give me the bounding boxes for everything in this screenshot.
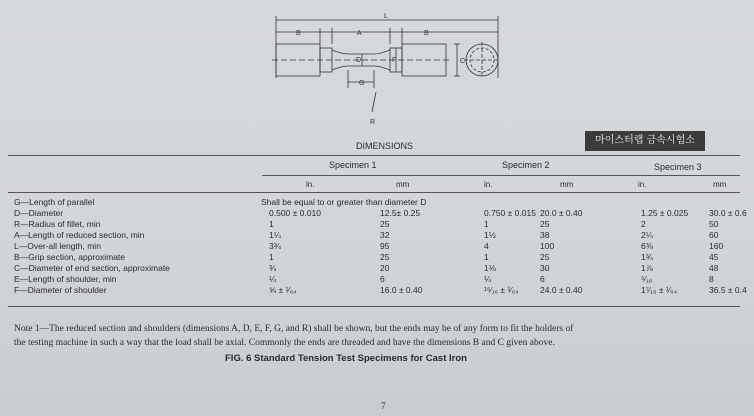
page-number: 7	[381, 401, 386, 411]
label-F: F	[392, 57, 397, 64]
note-text	[14, 322, 754, 350]
table-cell: ¹⁵⁄₁₆ ± ¹⁄₆₄	[484, 285, 519, 295]
specimen-2-header: Specimen 2	[502, 160, 550, 170]
table-row	[14, 252, 740, 263]
table-cell: ⅝ ± ¹⁄₆₄	[269, 285, 297, 295]
table-cell: 60	[709, 230, 719, 240]
table-cell: 20	[380, 263, 390, 273]
table-row	[14, 197, 740, 208]
table-top-rule	[8, 155, 740, 156]
row-label: E—Length of shoulder, min	[14, 274, 117, 284]
label-G: G	[359, 80, 365, 87]
note-line-2: the testing machine in such a way that the load shall be axial. Commonly the ends are threaded and have the dimensions B and C given above.	[14, 338, 555, 348]
unit-mm-3: mm	[713, 180, 727, 189]
table-cell: 8	[709, 274, 714, 284]
table-cell: 1	[484, 219, 489, 229]
table-row	[14, 263, 740, 274]
table-cell: 2	[641, 219, 646, 229]
row-label: C—Diameter of end section, approximate	[14, 263, 170, 273]
unit-in-1: in.	[306, 180, 315, 189]
specimen-3-header: Specimen 3	[654, 162, 702, 172]
label-R: R	[370, 119, 376, 126]
specimen-diagram	[268, 8, 518, 130]
row-label: B—Grip section, approximate	[14, 252, 126, 262]
label-B-left: B	[296, 30, 301, 37]
label-C: C	[460, 58, 466, 65]
table-cell: 0.500 ± 0.010	[269, 208, 321, 218]
header-sub-rule	[262, 175, 740, 176]
table-cell: 30	[540, 263, 550, 273]
watermark-label: 마이스터랩 금속시험소	[585, 131, 705, 151]
table-cell: 25	[540, 219, 550, 229]
table-row	[14, 230, 740, 241]
table-cell: 30.0 ± 0.6	[709, 208, 747, 218]
table-cell: ¼	[484, 274, 492, 284]
table-cell: 25	[540, 252, 550, 262]
table-cell: 20.0 ± 0.40	[540, 208, 583, 218]
table-bottom-rule	[8, 306, 740, 307]
label-L: L	[384, 13, 388, 20]
table-cell: 36.5 ± 0.4	[709, 285, 747, 295]
unit-in-3: in.	[638, 180, 647, 189]
table-cell: 6	[380, 274, 385, 284]
table-cell: 1⅛	[484, 263, 496, 273]
unit-mm-2: mm	[560, 180, 574, 189]
table-cell: ⁵⁄₁₆	[641, 274, 653, 284]
table-cell: 1⁷⁄₁₆ ± ¹⁄₆₄	[641, 285, 678, 295]
label-A: A	[357, 30, 362, 37]
table-cell: 25	[380, 219, 390, 229]
table-cell: 2¼	[641, 230, 653, 240]
table-cell: 32	[380, 230, 390, 240]
table-cell: ¾	[269, 263, 277, 273]
table-cell: 1	[269, 219, 274, 229]
figure-title: FIG. 6 Standard Tension Test Specimens for Cast Iron	[225, 353, 467, 364]
table-cell: 1⅞	[641, 263, 653, 273]
label-D: D	[356, 57, 362, 64]
table-cell: 45	[709, 252, 719, 262]
label-B-right: B	[424, 30, 429, 37]
note-line-1: Note 1—The reduced section and shoulders (dimensions A, D, E, F, G, and R) shall be shown, but the ends may be of any form to fit the holders of	[14, 324, 574, 334]
table-cell: 38	[540, 230, 550, 240]
table-row	[14, 274, 740, 285]
table-cell: 1¼	[269, 230, 281, 240]
table-cell: ¼	[269, 274, 277, 284]
table-cell: 100	[540, 241, 555, 251]
table-cell: 1	[484, 252, 489, 262]
table-cell: 1¾	[641, 252, 653, 262]
unit-in-2: in.	[484, 180, 493, 189]
row-label: D—Diameter	[14, 208, 64, 218]
row-label: R—Radius of fillet, min	[14, 219, 101, 229]
table-cell: 48	[709, 263, 719, 273]
table-cell: 12.5± 0.25	[380, 208, 421, 218]
table-cell: 50	[709, 219, 719, 229]
table-row	[14, 241, 740, 252]
table-cell: 1.25 ± 0.025	[641, 208, 689, 218]
table-cell: 3¾	[269, 241, 281, 251]
table-cell: 16.0 ± 0.40	[380, 285, 423, 295]
header-bottom-rule	[8, 192, 740, 193]
table-cell: 4	[484, 241, 489, 251]
table-cell: 95	[380, 241, 390, 251]
row-label: A—Length of reduced section, min	[14, 230, 145, 240]
table-cell: 1	[269, 252, 274, 262]
row-label: F—Diameter of shoulder	[14, 285, 107, 295]
table-cell: 1½	[484, 230, 496, 240]
table-cell: 6	[540, 274, 545, 284]
table-row	[14, 219, 740, 230]
table-row	[14, 208, 747, 219]
table-cell: 6⅜	[641, 241, 653, 251]
row-label: L—Over-all length, min	[14, 241, 101, 251]
specimen-1-header: Specimen 1	[329, 160, 377, 170]
table-title: DIMENSIONS	[356, 141, 414, 151]
table-row	[14, 285, 747, 296]
table-cell: 0.750 ± 0.015	[484, 208, 536, 218]
span-text: Shall be equal to or greater than diameter D	[261, 197, 427, 207]
row-label: G—Length of parallel	[14, 197, 95, 207]
table-cell: 24.0 ± 0.40	[540, 285, 583, 295]
table-cell: 160	[709, 241, 724, 251]
unit-mm-1: mm	[396, 180, 410, 189]
table-cell: 25	[380, 252, 390, 262]
